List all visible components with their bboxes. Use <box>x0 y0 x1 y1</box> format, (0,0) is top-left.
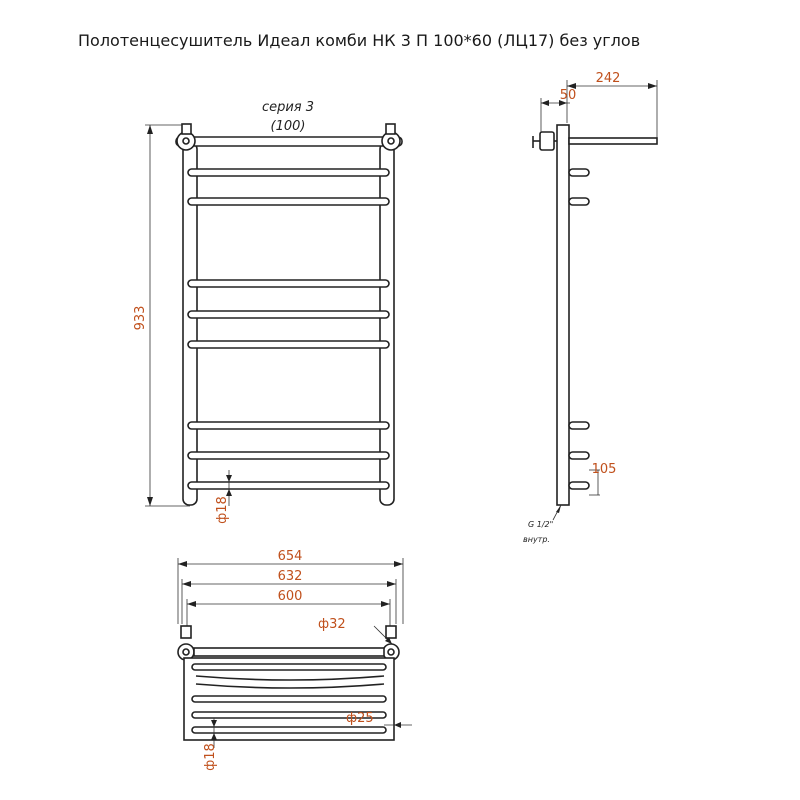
top-shelf-tube <box>194 648 384 656</box>
width-outer-dimension: 632 <box>277 569 303 584</box>
depth-total-dimension: 242 <box>595 71 621 86</box>
drawing-title: Полотенцесушитель Идеал комби НК 3 П 100*60 (ЛЦ17) без углов <box>78 31 641 50</box>
rung <box>188 169 389 176</box>
series-label: серия 3 <box>261 100 315 115</box>
front-view <box>133 100 402 524</box>
top-left-bracket <box>181 626 191 638</box>
bottom-offset-dimension: 105 <box>591 462 617 477</box>
height-dimension: 933 <box>133 305 148 331</box>
top-bar-diameter: ф18 <box>203 743 218 771</box>
rung <box>188 482 389 489</box>
rung-diameter: ф25 <box>346 711 374 726</box>
depth-wall-dimension: 50 <box>559 88 577 103</box>
top-right-bracket <box>386 626 396 638</box>
rung <box>188 198 389 205</box>
thread-note: внутр. <box>523 535 550 544</box>
width-center-dimension: 600 <box>277 589 303 604</box>
series-sub-label: (100) <box>270 119 306 134</box>
width-total-dimension: 654 <box>277 549 303 564</box>
rung <box>188 422 389 429</box>
top-view <box>178 549 412 771</box>
side-top-shelf <box>569 138 657 144</box>
rung <box>188 311 389 318</box>
side-view <box>523 71 657 544</box>
side-post <box>557 125 569 505</box>
top-bar <box>176 137 402 146</box>
front-bar-diameter: ф18 <box>215 496 230 524</box>
rung <box>188 341 389 348</box>
thread-label: G 1/2" <box>528 520 554 529</box>
rungs <box>188 169 389 489</box>
rung <box>188 280 389 287</box>
side-wall-bracket <box>540 132 554 150</box>
rung <box>188 452 389 459</box>
pipe-diameter: ф32 <box>318 617 346 632</box>
